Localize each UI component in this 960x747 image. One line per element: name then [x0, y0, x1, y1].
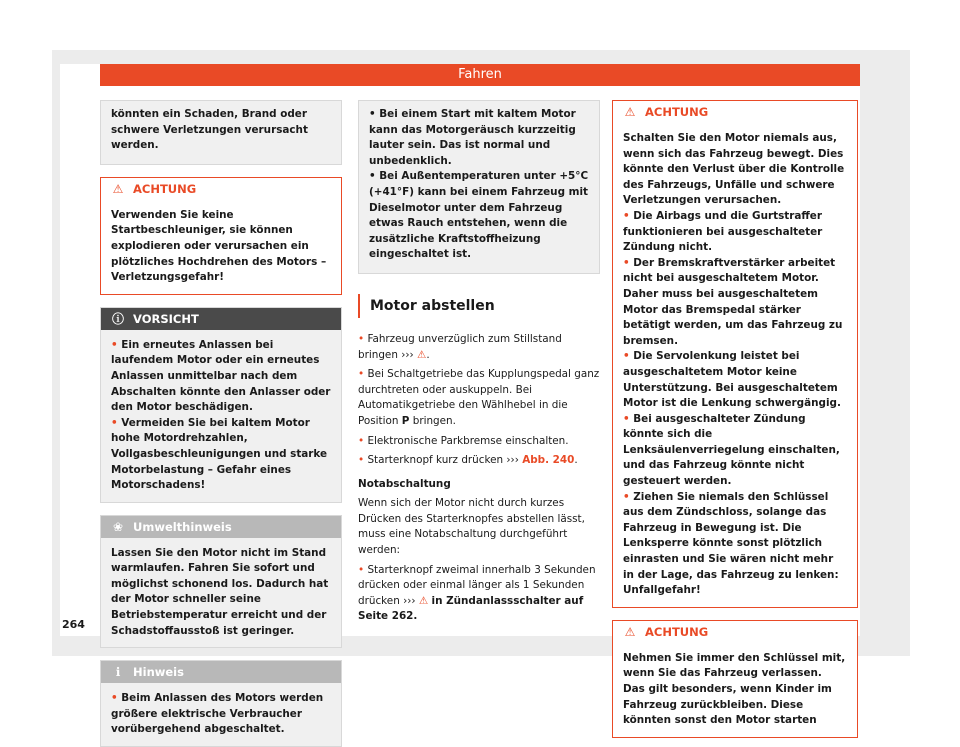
list-item: • Ein erneutes Anlassen bei laufendem Motor oder ein erneutes Anlassen unmittelbar nach dem Abschalten könnte den Anlasser oder den Motor beschädigen. [111, 338, 331, 414]
list-item: • Vermeiden Sie bei kaltem Motor hohe Motordrehzahlen, Vollgasbeschleunigungen und starke Motorbelastung – Gefahr eines Motorschadens! [111, 416, 328, 492]
list-item: • Bei Schaltgetriebe das Kupplungspedal ganz durchtreten oder auskuppeln. Bei Automatikgetriebe den Wählhebel in die Position P bringen. [358, 368, 600, 427]
list-item: • Bei Außentemperaturen unter +5°C (+41°F) kann bei einem Fahrzeug mit Dieselmotor unter dem Fahrzeug etwas Rauch entstehen, wenn die zusätzliche Kraftstoffheizung eingeschaltet ist. [369, 170, 589, 261]
figure-link[interactable]: Abb. 240 [522, 454, 575, 467]
hint-box [100, 660, 342, 747]
warning-title: ACHTUNG [645, 105, 709, 119]
warning-box-3 [612, 620, 858, 738]
list-item: • Starterknopf zweimal innerhalb 3 Sekunden drücken oder einmal länger als 1 Sekunden drücken ››› ⚠ in Zündanlassschalter auf Seite 262. [358, 563, 596, 623]
warning-header [613, 101, 857, 123]
column-1 [100, 100, 342, 747]
chapter-header: Fahren [100, 64, 860, 86]
warning-body [101, 200, 341, 294]
warning-header [613, 621, 857, 643]
warning-body [613, 123, 857, 607]
warning-text: Schalten Sie den Motor niemals aus, wenn sich das Fahrzeug bewegt. Dies könnte den Verlust über die Kontrolle des Fahrzeugs, Unfälle und schwere Verletzungen verursachen. [623, 132, 845, 207]
intro-box [100, 100, 342, 165]
warning-text: Nehmen Sie immer den Schlüssel mit, wenn Sie das Fahrzeug verlassen. Das gilt besonders, wenn Kinder im Fahrzeug zurückbleiben. Diese könnten sonst den Motor starten [623, 651, 846, 727]
caution-body [101, 330, 341, 502]
warning-text: Verwenden Sie keine Startbeschleuniger, sie können explodieren oder verursachen ein plötzliches Hochdrehen des Motors – Verletzungsgefahr! [111, 208, 327, 284]
list-item: • Starterknopf kurz drücken ››› Abb. 240. [358, 454, 578, 467]
section-title: Motor abstellen [358, 294, 600, 318]
list-item: • Bei einem Start mit kaltem Motor kann das Motorgeräusch kurzzeitig lauter sein. Das ist normal und unbedenklich. [369, 108, 576, 167]
subheading: Notabschaltung [358, 477, 451, 490]
warning-box-1 [100, 177, 342, 295]
list-item: • Elektronische Parkbremse einschalten. [358, 434, 569, 447]
list-item: • Der Bremskraftverstärker arbeitet nicht bei ausgeschaltetem Motor. Daher muss bei ausgeschaltetem Motor das Bremspedal stärker betätigt werden, um das Fahrzeug zu bremsen. [623, 256, 843, 347]
warning-box-2 [612, 100, 858, 608]
list-item: • Beim Anlassen des Motors werden größere elektrische Verbraucher vorübergehend abgeschaltet. [111, 692, 324, 736]
info-square-icon: ℹ [115, 665, 121, 680]
warning-triangle-icon: ⚠ [417, 348, 427, 361]
column-2 [358, 100, 600, 629]
column-3 [612, 100, 858, 738]
caution-box [100, 307, 342, 503]
environment-header [101, 516, 341, 538]
cross-reference-link[interactable]: in Zündanlassschalter auf Seite 262. [358, 594, 584, 623]
page-number: 264 [62, 618, 85, 631]
list-item: • Ziehen Sie niemals den Schlüssel aus dem Zündschloss, solange das Fahrzeug in Bewegung ist. Die Lenksperre könnte sonst plötzlich einrasten und Sie wären nicht mehr in der Lage, das Fahrzeug zu lenken: Unfallgefahr! [623, 490, 839, 597]
warning-body [613, 643, 857, 737]
warning-triangle-icon: ⚠ [112, 181, 124, 196]
environment-title: Umwelthinweis [133, 519, 232, 534]
caution-title: VORSICHT [133, 311, 199, 326]
steps-list [358, 332, 600, 625]
warning-title: ACHTUNG [645, 624, 709, 639]
leaf-icon: ❀ [112, 519, 124, 534]
hint-title: Hinweis [133, 665, 184, 680]
environment-box [100, 515, 342, 649]
warning-title: ACHTUNG [133, 181, 197, 196]
hint-body [101, 683, 341, 746]
info-circle-icon: ⓘ [111, 311, 124, 326]
caution-header [101, 308, 341, 330]
hint-header [101, 661, 341, 683]
environment-text: Lassen Sie den Motor nicht im Stand warmlaufen. Fahren Sie sofort und möglichst schonend los. Dadurch hat der Motor schneller seine Betriebstemperatur erreicht und der Schadstoffausstoß ist geringer. [111, 546, 329, 637]
warning-triangle-icon: ⚠ [418, 594, 429, 607]
list-item: • Bei ausgeschalteter Zündung könnte sich die Lenksäulenverriegelung einschalten, und das Fahrzeug könnte nicht gesteuert werden. [623, 412, 840, 488]
list-item: • Die Servolenkung leistet bei ausgeschaltetem Motor keine Unterstützung. Bei ausgeschaltetem Motor ist die Lenkung schwergängig. [623, 350, 841, 410]
intro-text: könnten ein Schaden, Brand oder schwere Verletzungen verursacht werden. [111, 108, 308, 152]
paragraph: Wenn sich der Motor nicht durch kurzes Drücken des Starterknopfes abstellen lässt, muss eine Notabschaltung durchgeführt werden: [358, 497, 585, 557]
warning-header [101, 178, 341, 200]
environment-body [101, 538, 341, 648]
warning-triangle-icon: ⚠ [624, 624, 636, 639]
note-box [358, 100, 600, 274]
list-item: • Fahrzeug unverzüglich zum Stillstand bringen ››› ⚠. [358, 332, 562, 361]
warning-triangle-icon: ⚠ [624, 105, 636, 119]
list-item: • Die Airbags und die Gurtstraffer funktionieren bei ausgeschalteter Zündung nicht. [623, 209, 823, 254]
